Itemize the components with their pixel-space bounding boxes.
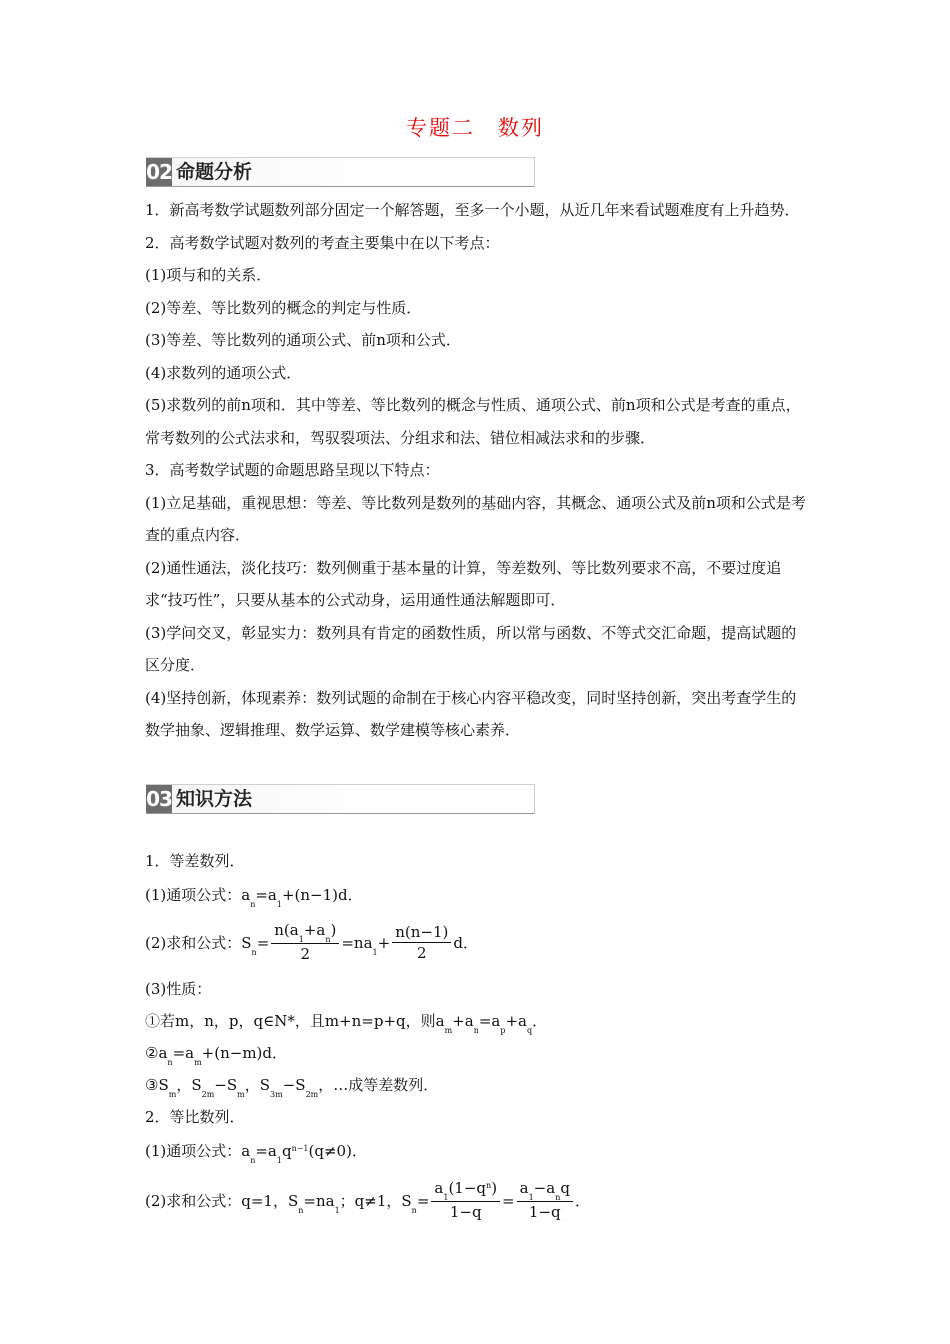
property-3: $③S_m$，$S_{2m}-S_m$，$S_{3m}-S_{2m}$，…成等差数列．: [145, 1076, 439, 1099]
paragraph: (1)项与和的关系．: [145, 266, 272, 284]
property-2: $②a_n=a_m+(n-m)d$．: [145, 1044, 287, 1067]
paragraph: (3)学问交叉，彰显实力：数列具有肯定的函数性质，所以常与函数、不等式交汇命题，提高试题的区分度．: [145, 623, 797, 674]
paragraph: 2．高考数学试题对数列的考查主要集中在以下考点：: [145, 233, 500, 252]
property-1: ①若m，n，p，q∈N*，且m+n=p+q，则$a_m+a_n=a_p+a_q$．: [145, 1012, 548, 1035]
formula: $a_n=a_1q^{n-1}(q\ne 0)$．: [241, 1142, 367, 1165]
geometric-sum: (2)求和公式：q=1，$S_n=na_1$；q≠1，$S_n=$ $\frac{a_1(1-q^n)}{1-q}$ = $\frac{a_1-a_nq}{1-q}$ ．: [145, 1179, 590, 1221]
section-header-methods: [146, 784, 535, 814]
paragraph: 1．新高考数学试题数列部分固定一个解答题，至多一个小题，从近几年来看试题难度有上升趋势．: [145, 201, 800, 219]
formula: $S_n=$ $\frac{a_1(1-q^n)}{1-q}$ = $\frac{a_1-a_nq}{1-q}$ ．: [401, 1179, 590, 1221]
section-number: 02: [146, 160, 172, 184]
formula: $a_n=a_m+(n-m)d$．: [158, 1044, 287, 1067]
properties-heading: (3)性质：: [145, 980, 212, 998]
arithmetic-sum: (2)求和公式：$S_n=$ $\frac{n(a_1+a_n)}{2}$ $=na_1+$ $\frac{n(n-1)}{2}$ d．: [145, 921, 478, 963]
section-label: 命题分析: [176, 161, 253, 183]
paragraph: 3．高考数学试题的命题思路呈现以下特点：: [145, 461, 440, 479]
formula: $S_n=$ $\frac{n(a_1+a_n)}{2}$ $=na_1+$ $\frac{n(n-1)}{2}$ d．: [241, 921, 478, 963]
formula: $a_n=a_1+(n-1)d$．: [241, 886, 363, 909]
paragraph: (4)坚持创新，体现素养：数列试题的命制在于核心内容平稳改变，同时坚持创新，突出考查学生的数学抽象、逻辑推理、数学运算、数学建模等核心素养．: [145, 688, 797, 739]
paragraph: (1)立足基础，重视思想：等差、等比数列是数列的基础内容，其概念、通项公式及前n项和公式是考查的重点内容．: [145, 493, 806, 544]
page-title: 专题二 数列: [406, 116, 544, 140]
geometric-general-term: (1)通项公式：$a_n=a_1q^{n-1}(q\ne 0)$．: [145, 1142, 367, 1165]
heading-arithmetic: 1．等差数列．: [145, 852, 245, 870]
paragraph: (4)求数列的通项公式．: [145, 363, 302, 382]
section-label: 知识方法: [176, 788, 253, 810]
paragraph: (3)等差、等比数列的通项公式、前n项和公式．: [145, 331, 461, 349]
formula: $S_n=na_1$: [287, 1192, 340, 1215]
section-header-analysis: [146, 157, 535, 187]
heading-geometric: 2．等比数列．: [145, 1108, 245, 1126]
paragraph: (2)通性通法，淡化技巧：数列侧重于基本量的计算，等差数列、等比数列要求不高，不要过度追求“技巧性”，只要从基本的公式动身，运用通性通法解题即可．: [145, 558, 782, 609]
formula: $S_m$，$S_{2m}-S_m$，$S_{3m}-S_{2m}$: [158, 1076, 319, 1099]
formula: $a_m+a_n=a_p+a_q$．: [435, 1012, 548, 1035]
analysis-content: [145, 194, 807, 747]
paragraph: (5)求数列的前n项和．其中等差、等比数列的概念与性质、通项公式、前n项和公式是考查的重点，常考数列的公式法求和，驾驭裂项法、分组求和法、错位相减法求和的步骤．: [145, 396, 801, 447]
arithmetic-general-term: (1)通项公式：$a_n=a_1+(n-1)d$．: [145, 886, 363, 909]
paragraph: (2)等差、等比数列的概念的判定与性质．: [145, 298, 422, 317]
section-number: 03: [146, 787, 172, 811]
